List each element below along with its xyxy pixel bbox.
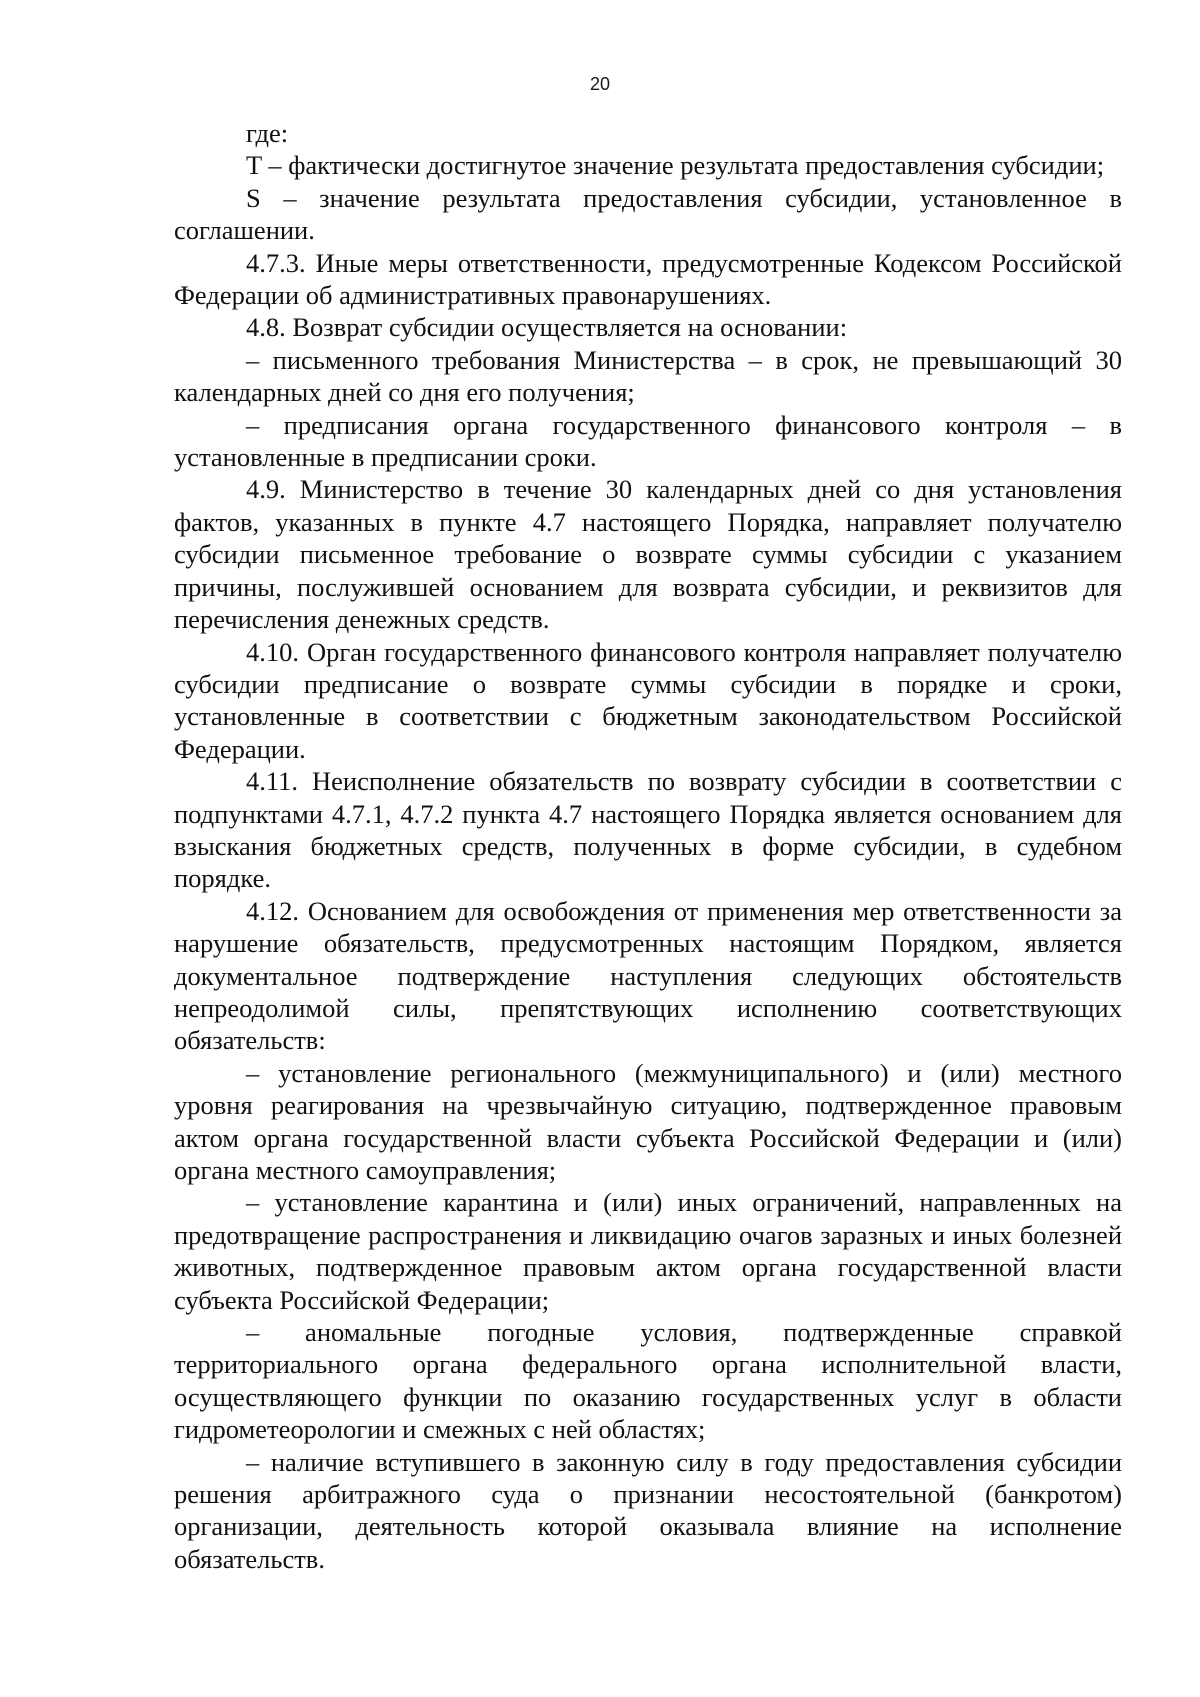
list-item-prescription: – предписания органа государственного финансового контроля – в установленные в предписании сроки. xyxy=(174,409,1122,473)
paragraph-t-definition: T – фактически достигнутое значение результата предоставления субсидии; xyxy=(246,150,1105,181)
list-item-emergency: – установление регионального (межмуниципального) и (или) местного уровня реагирования на чрезвычайную ситуацию, подтвержденное правовым актом органа государственной власти субъекта Российской Федерации и (или) органа местного самоуправления; xyxy=(174,1057,1122,1185)
paragraph-4-7-3: 4.7.3. Иные меры ответственности, предусмотренные Кодексом Российской Федерации об административных правонарушениях. xyxy=(174,247,1122,311)
list-item-written-demand: – письменного требования Министерства – в срок, не превышающий 30 календарных дней со дня его получения; xyxy=(174,344,1122,408)
paragraph-4-9: 4.9. Министерство в течение 30 календарных дней со дня установления фактов, указанных в пункте 4.7 настоящего Порядка, направляет получателю субсидии письменное требование о возврате суммы субсидии с указанием причины, послужившей основанием для возврата субсидии, и реквизитов для перечисления денежных средств. xyxy=(174,474,1122,635)
document-body xyxy=(174,117,1122,1575)
list-item-bankruptcy: – наличие вступившего в законную силу в году предоставления субсидии решения арбитражного суда о признании несостоятельной (банкротом) организации, деятельность которой оказывала влияние на исполнение обязательств. xyxy=(174,1446,1122,1574)
paragraph-4-11: 4.11. Неисполнение обязательств по возврату субсидии в соответствии с подпунктами 4.7.1, 4.7.2 пункта 4.7 настоящего Порядка является основанием для взыскания бюджетных средств, полученных в форме субсидии, в судебном порядке. xyxy=(174,766,1122,894)
page-number: 20 xyxy=(589,74,611,94)
paragraph-s-definition: S – значение результата предоставления субсидии, установленное в соглашении. xyxy=(174,182,1122,246)
paragraph-4-8: 4.8. Возврат субсидии осуществляется на основании: xyxy=(246,312,848,343)
paragraph-4-12: 4.12. Основанием для освобождения от применения мер ответственности за нарушение обязательств, предусмотренных настоящим Порядком, является документальное подтверждение наступления следующих обстоятельств непреодолимой силы, препятствующих исполнению соответствующих обязательств: xyxy=(174,895,1122,1056)
paragraph-4-10: 4.10. Орган государственного финансового контроля направляет получателю субсидии предписание о возврате суммы субсидии в порядке и сроки, установленные в соответствии с бюджетным законодательством Российской Федерации. xyxy=(174,636,1122,764)
paragraph-where: где: xyxy=(246,118,289,148)
list-item-quarantine: – установление карантина и (или) иных ограничений, направленных на предотвращение распространения и ликвидацию очагов заразных и иных болезней животных, подтвержденное правовым актом органа государственной власти субъекта Российской Федерации; xyxy=(174,1187,1122,1315)
list-item-weather: – аномальные погодные условия, подтвержденные справкой территориального органа федерального органа исполнительной власти, осуществляющего функции по оказанию государственных услуг в области гидрометеорологии и смежных с ней областях; xyxy=(174,1317,1122,1445)
